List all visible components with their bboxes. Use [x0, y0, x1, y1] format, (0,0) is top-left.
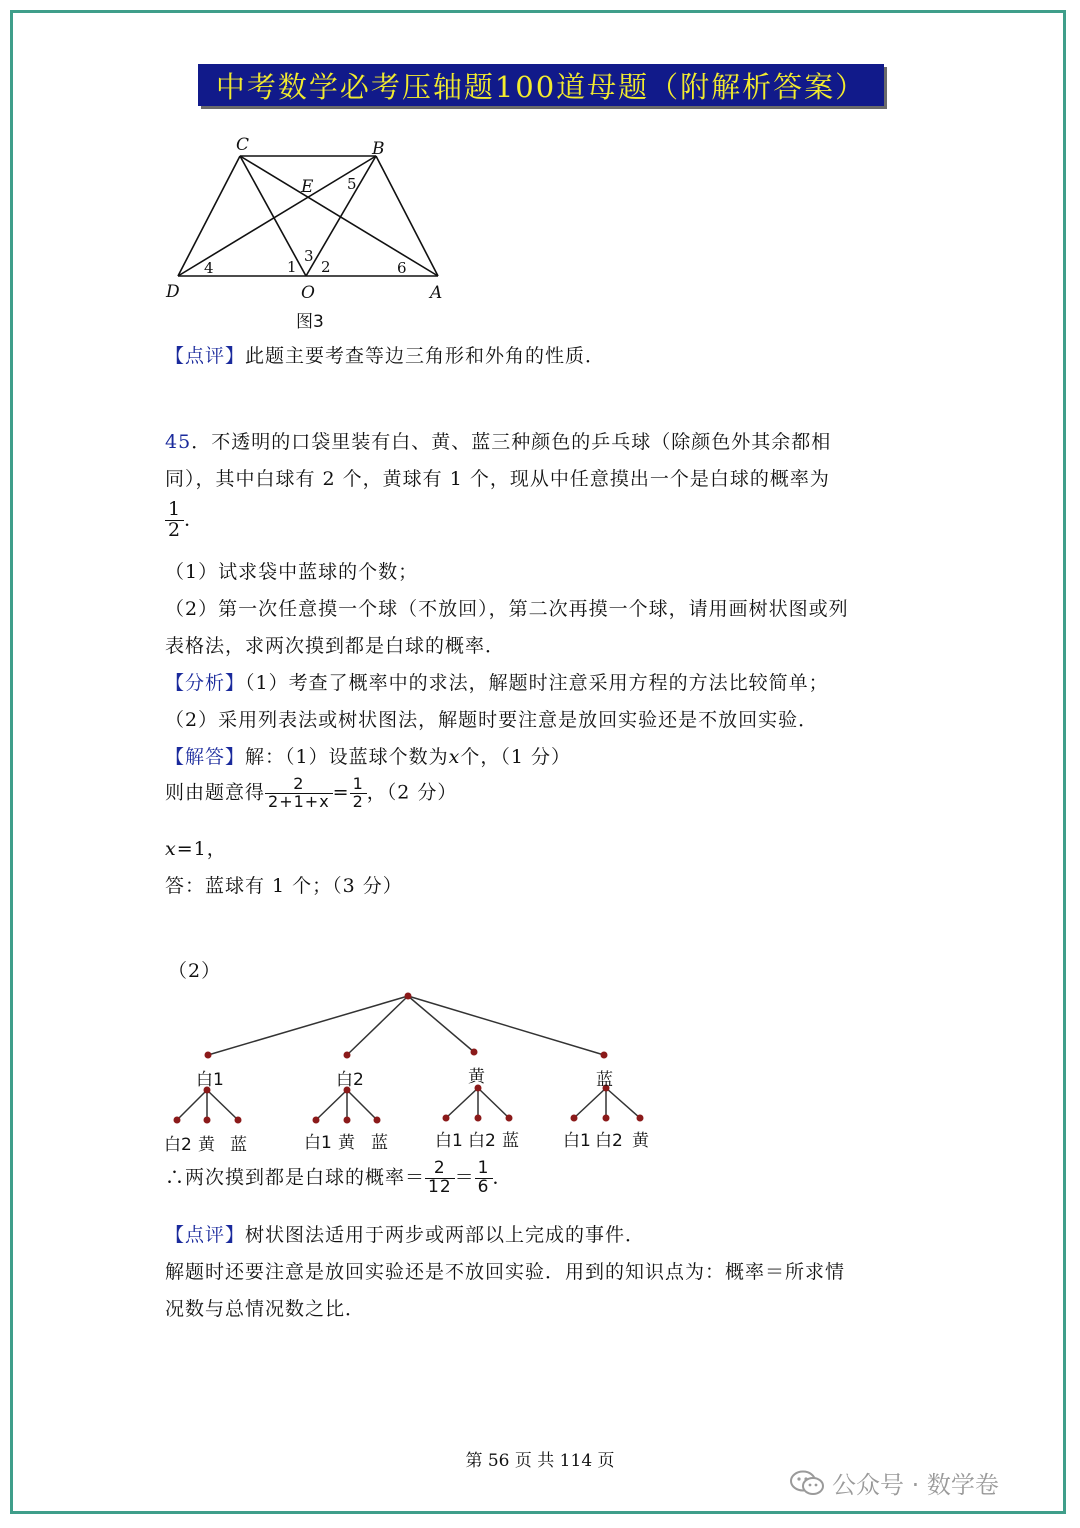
- tree-node-l1: [344, 1052, 351, 1059]
- fraction-denominator: 2: [165, 520, 184, 541]
- answer-conclusion: 答：蓝球有 1 个；（3 分）: [165, 875, 403, 897]
- point-C-label: C: [236, 135, 250, 155]
- tree-leaf-label: 黄: [198, 1135, 215, 1155]
- tree-leaf-label: 蓝: [230, 1135, 247, 1155]
- question-part-1: （1）试求袋中蓝球的个数；: [165, 561, 419, 583]
- equation-right-numerator: 1: [352, 774, 364, 793]
- tree-l1-label: 黄: [468, 1067, 485, 1087]
- probability-result: [165, 1160, 513, 1197]
- figure-caption: 图3: [296, 312, 324, 332]
- tree-leaf-node: [204, 1117, 211, 1124]
- tree-leaf-label: 蓝: [502, 1131, 519, 1151]
- point-D-label: D: [166, 282, 180, 302]
- x-result-var: x: [165, 838, 177, 860]
- tree-leaf-node: [603, 1115, 610, 1122]
- angle-4-label: 4: [204, 259, 214, 277]
- result-fraction-1: [425, 1160, 455, 1197]
- page-footer: 第 56 页 共 114 页: [465, 1451, 615, 1471]
- comment-1-tag: 【点评】: [165, 345, 246, 367]
- question-number: 45: [165, 431, 192, 453]
- result-prefix: ∴两次摸到都是白球的概率＝: [165, 1166, 426, 1189]
- tree-leaf-node: [235, 1117, 242, 1124]
- tree-leaf-node: [374, 1117, 381, 1124]
- tree-node-l1: [471, 1049, 478, 1056]
- angle-6-label: 6: [397, 259, 407, 277]
- tree-leaf-node: [571, 1115, 578, 1122]
- analysis-text: （1）考查了概率中的求法，解题时注意采用方程的方法比较简单；: [245, 672, 829, 694]
- tree-leaf-label: 白2: [468, 1131, 496, 1151]
- tree-l1-label: 蓝: [596, 1070, 613, 1090]
- angle-1-label: 1: [287, 258, 297, 276]
- tree-l1-label: 白2: [336, 1070, 364, 1090]
- comment-2-line-1: [165, 1220, 645, 1247]
- part-2-label: （2）: [168, 960, 222, 982]
- tree-l1-label: 白1: [196, 1070, 224, 1090]
- tree-leaf-label: 白1: [435, 1131, 463, 1151]
- tree-leaf-node: [637, 1115, 644, 1122]
- question-part-2-line-2: 表格法，求两次摸到都是白球的概率．: [165, 635, 506, 657]
- tree-leaf-node: [344, 1117, 351, 1124]
- result-denominator-1: 12: [425, 1178, 455, 1197]
- tree-leaf-label: 白2: [164, 1135, 192, 1155]
- result-numerator-1: 2: [433, 1158, 446, 1178]
- question-text: ．不透明的口袋里装有白、黄、蓝三种颜色的乒乓球（除颜色外其余都相: [191, 431, 832, 453]
- equation-left-denominator: 2+1+x: [265, 793, 333, 811]
- tree-leaf-node: [475, 1115, 482, 1122]
- tree-leaf-label: 蓝: [371, 1133, 388, 1153]
- tree-root-node: [405, 993, 412, 1000]
- equation-equals: =: [332, 781, 350, 804]
- x-result-value: =1，: [176, 838, 227, 860]
- equation-left-numerator: 2: [293, 774, 305, 793]
- question-45-line-2: 同），其中白球有 2 个，黄球有 1 个，现从中任意摸出一个是白球的概率为: [165, 468, 830, 490]
- tree-leaf-node: [313, 1117, 320, 1124]
- point-O-label: O: [301, 283, 315, 303]
- fraction-tail: ．: [184, 508, 205, 531]
- tree-leaf-label: 黄: [632, 1131, 649, 1151]
- comment-2-line-3: 况数与总情况数之比．: [165, 1298, 366, 1320]
- tree-leaf-label: 黄: [338, 1133, 355, 1153]
- answer-tag: 【解答】: [165, 746, 246, 768]
- tree-node-l1: [601, 1052, 608, 1059]
- analysis-tag: 【分析】: [165, 672, 246, 694]
- fraction-numerator: 1: [168, 498, 182, 520]
- tree-leaf-label: 白1: [563, 1131, 591, 1151]
- result-equals: ＝: [454, 1166, 475, 1189]
- angle-3-label: 3: [304, 247, 314, 265]
- equation-suffix: ，（2 分）: [366, 781, 458, 804]
- tree-node-l1: [205, 1052, 212, 1059]
- tree-leaf-label: 白2: [595, 1131, 623, 1151]
- comment-2-text: 树状图法适用于两步或两部以上完成的事件．: [245, 1224, 646, 1246]
- tree-leaf-label: 白1: [304, 1133, 332, 1153]
- page-title: 中考数学必考压轴题100道母题（附解析答案）: [198, 64, 884, 106]
- analysis-line-2: （2）采用列表法或树状图法，解题时要注意是放回实验还是不放回实验．: [165, 709, 819, 731]
- point-B-label: B: [372, 139, 385, 159]
- answer-text-tail: 个，（1 分）: [460, 746, 571, 768]
- result-numerator-2: 1: [477, 1158, 490, 1178]
- equation-prefix: 则由题意得: [165, 781, 266, 804]
- comment-2-line-2: 解题时还要注意是放回实验还是不放回实验．用到的知识点为：概率＝所求情: [165, 1261, 846, 1283]
- tree-leaf-node: [443, 1115, 450, 1122]
- watermark-text: 公众号 · 数学卷: [832, 1471, 999, 1499]
- comment-1-text: 此题主要考查等边三角形和外角的性质．: [245, 345, 606, 367]
- wechat-icon: [790, 1470, 824, 1496]
- tree-leaf-node: [506, 1115, 513, 1122]
- result-tail: ．: [492, 1166, 513, 1189]
- result-denominator-2: 6: [475, 1178, 493, 1197]
- watermark: [790, 1465, 999, 1500]
- variable-x: x: [448, 746, 461, 768]
- point-E-label: E: [301, 177, 314, 197]
- angle-2-label: 2: [321, 258, 331, 276]
- equation-right-denominator: 2: [350, 793, 367, 811]
- answer-text: 解：（1）设蓝球个数为: [245, 746, 449, 768]
- result-fraction-2: [475, 1160, 493, 1197]
- angle-5-label: 5: [347, 175, 357, 193]
- question-part-2-line-1: （2）第一次任意摸一个球（不放回），第二次再摸一个球，请用画树状图或列: [165, 598, 849, 620]
- tree-leaf-node: [174, 1117, 181, 1124]
- point-A-label: A: [430, 283, 443, 303]
- comment-2-tag: 【点评】: [165, 1224, 246, 1246]
